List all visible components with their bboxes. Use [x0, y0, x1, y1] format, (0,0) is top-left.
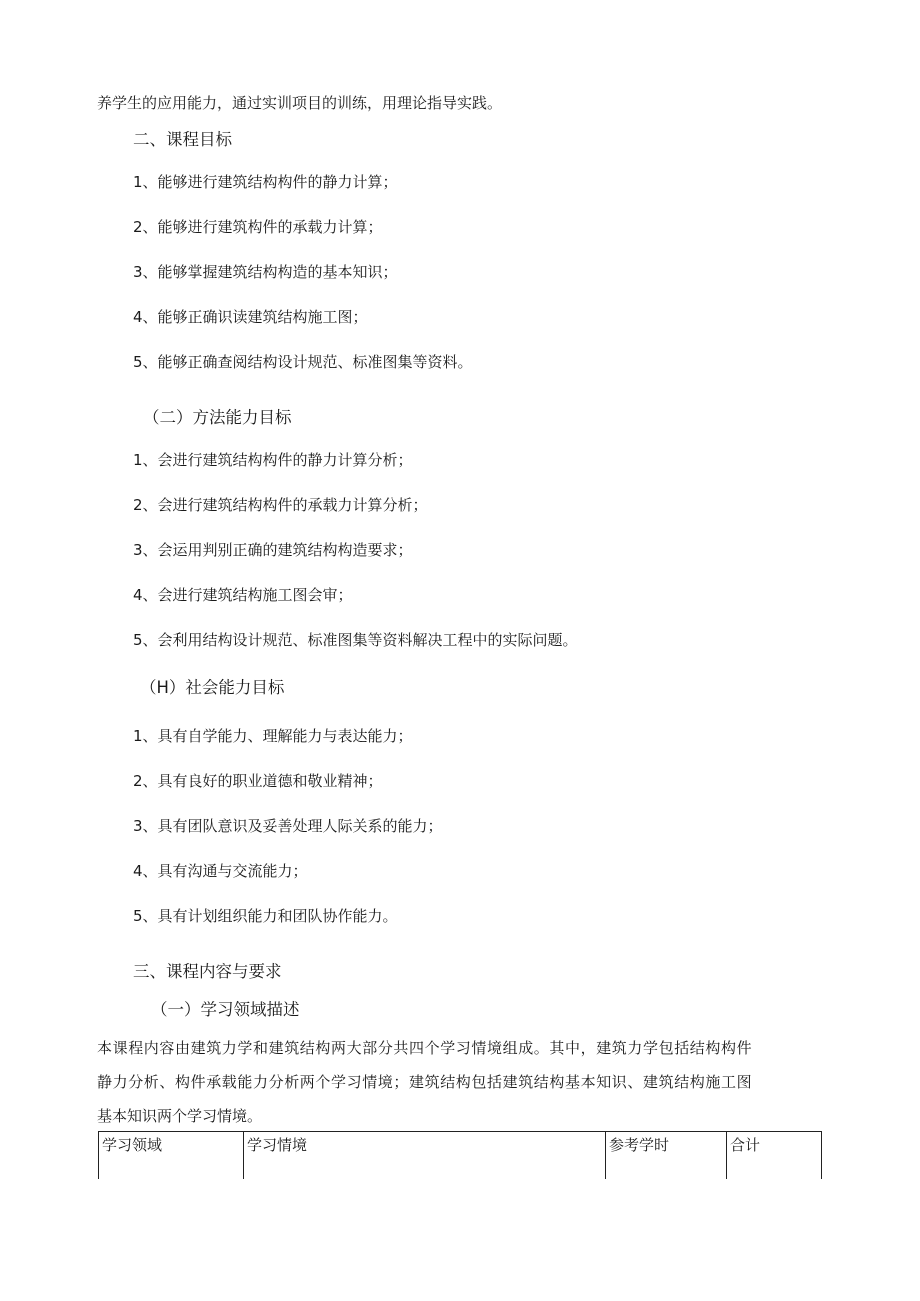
method-item: 1、会进行建筑结构构件的静力计算分析；	[133, 451, 413, 469]
knowledge-item: 2、能够进行建筑构件的承载力计算；	[133, 218, 383, 236]
table-header-cell: 学习情境	[244, 1132, 606, 1180]
table-header-cell: 参考学时	[606, 1132, 727, 1180]
social-item: 5、具有计划组织能力和团队协作能力。	[133, 907, 398, 925]
description-paragraph-line: 基本知识两个学习情境。	[97, 1107, 263, 1125]
knowledge-item: 5、能够正确查阅结构设计规范、标准图集等资料。	[133, 353, 473, 371]
learning-situation-table	[98, 1131, 822, 1179]
social-item: 2、具有良好的职业道德和敬业精神；	[133, 772, 383, 790]
intro-tail: 养学生的应用能力，通过实训项目的训练，用理论指导实践。	[97, 94, 503, 112]
method-ability-heading: （二）方法能力目标	[143, 408, 292, 427]
knowledge-item: 4、能够正确识读建筑结构施工图；	[133, 308, 368, 326]
method-item: 3、会运用判别正确的建筑结构构造要求；	[133, 541, 413, 559]
description-paragraph-line: 静力分析、构件承载能力分析两个学习情境；建筑结构包括建筑结构基本知识、建筑结构施工图	[97, 1073, 753, 1091]
social-ability-heading: （H）社会能力目标	[140, 678, 285, 697]
method-item: 4、会进行建筑结构施工图会审；	[133, 586, 353, 604]
social-item: 4、具有沟通与交流能力；	[133, 862, 308, 880]
section-heading-course-content: 三、课程内容与要求	[133, 962, 282, 981]
learning-domain-heading: （一）学习领域描述	[151, 1000, 300, 1019]
social-item: 3、具有团队意识及妥善处理人际关系的能力；	[133, 817, 443, 835]
method-item: 5、会利用结构设计规范、标准图集等资料解决工程中的实际问题。	[133, 631, 578, 649]
table-header-cell: 学习领域	[99, 1132, 244, 1180]
table-header-row	[99, 1132, 822, 1180]
table-header-cell: 合计	[727, 1132, 822, 1180]
knowledge-item: 1、能够进行建筑结构构件的静力计算；	[133, 173, 398, 191]
section-heading-course-goals: 二、课程目标	[133, 130, 232, 149]
method-item: 2、会进行建筑结构构件的承载力计算分析；	[133, 496, 428, 514]
social-item: 1、具有自学能力、理解能力与表达能力；	[133, 727, 413, 745]
knowledge-item: 3、能够掌握建筑结构构造的基本知识；	[133, 263, 398, 281]
description-paragraph-line: 本课程内容由建筑力学和建筑结构两大部分共四个学习情境组成。其中，建筑力学包括结构构件	[97, 1039, 753, 1057]
